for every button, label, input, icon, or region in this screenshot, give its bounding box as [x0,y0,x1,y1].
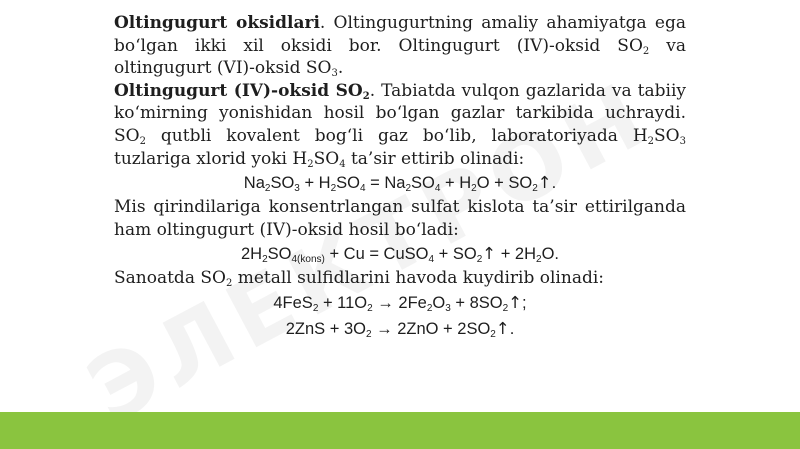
up-arrow-icon: ↑ [508,292,523,312]
heading-so2: Oltingugurt (IV)-oksid $SO_2$ [114,80,370,102]
up-arrow-icon: ↑ [495,318,510,338]
equation-4: $2ZnS + 3O_2 \to 2ZnO$ + $2SO_2↑$. [285,318,515,340]
equation-3: $4FeS_2 + 11O_2 \to 2Fe_2O_3$ + $8SO_2↑$; [273,292,527,314]
textbook-page [114,12,686,342]
paragraph-oxides: Oltingugurt oksidlari. Oltingugurtning amaliy ahamiyatga ega bo‘lgan ikki xil oksidi bor. Oltingugurt (IV)-oksid $SO_2$ va oltingugurt (VI)-oksid $SO_3$. [114,13,686,80]
footer-bar [0,412,800,449]
equation-1: $Na_2SO_3 + H_2SO_4 = Na_2SO_4 + H_2O$ + $SO_2↑$. [243,173,557,195]
paragraph-industry: Sanoatda $SO_2$ metall sulfidlarini havoda kuydirib olinadi: [114,268,605,290]
up-arrow-icon: ↑ [537,173,552,193]
paragraph-copper: Mis qirindilariga konsentrlangan sulfat kislota ta’sir ettirilganda ham oltingugurt (IV)-oksid hosil bo‘ladi: [114,197,686,240]
heading-oxides: Oltingugurt oksidlari [114,13,320,33]
up-arrow-icon: ↑ [482,244,497,264]
paragraph-so2: Oltingugurt (IV)-oksid $SO_2$. Tabiatda vulqon gazlarida va tabiiy ko‘mirning yonishidan hosil bo‘lgan gazlar tarkibida uchraydi. $SO_2$ qutbli kovalent bog‘li gaz bo‘lib, laboratoriyada $H_2SO_3$ tuzlariga xlorid yoki $H_2SO_4$ ta’sir ettirib olinadi: [114,80,686,170]
equation-2: $2H_2SO_{4(kons)} + Cu$ = CuSO$_4$ + $SO_2↑ + 2H_2O$. [241,244,559,266]
